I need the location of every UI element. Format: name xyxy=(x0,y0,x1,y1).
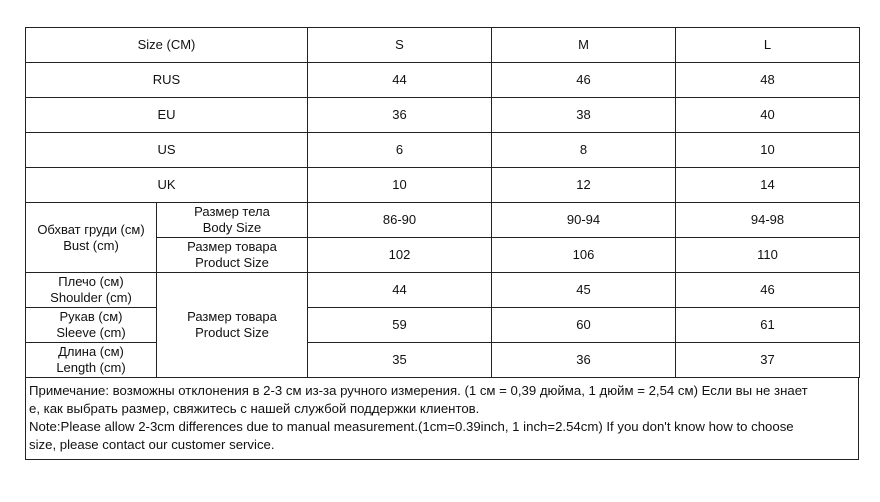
table-row-shoulder xyxy=(26,273,860,308)
cell-sleeve-m: 60 xyxy=(492,308,676,343)
shoulder-label-en: Shoulder (cm) xyxy=(50,290,132,305)
table-row-sleeve xyxy=(26,308,860,343)
shoulder-label-ru: Плечо (см) xyxy=(58,274,124,289)
row-label-eu: EU xyxy=(26,98,308,133)
cell-eu-m: 38 xyxy=(492,98,676,133)
note-ru-line-1: Примечание: возможны отклонения в 2-3 см из-за ручного измерения. (1 см = 0,39 дюйма, 1 дюйм = 2,54 см) Если вы не знает xyxy=(29,383,808,398)
size-note xyxy=(25,378,859,460)
row-label-rus: RUS xyxy=(26,63,308,98)
cell-rus-s: 44 xyxy=(308,63,492,98)
header-size-label: Size (CM) xyxy=(26,28,308,63)
row-label-shoulder xyxy=(26,273,157,308)
table-row-bust-body xyxy=(26,203,860,238)
product-size-group-ru: Размер товара xyxy=(187,309,277,324)
table-row-eu xyxy=(26,98,860,133)
cell-eu-s: 36 xyxy=(308,98,492,133)
bust-label-ru: Обхват груди (см) xyxy=(37,221,145,237)
bust-label-en: Bust (cm) xyxy=(63,237,119,253)
sub-label-body-size xyxy=(157,203,308,238)
row-label-sleeve xyxy=(26,308,157,343)
table-row-length xyxy=(26,343,860,378)
cell-uk-m: 12 xyxy=(492,168,676,203)
cell-bust-product-m: 106 xyxy=(492,238,676,273)
row-label-us: US xyxy=(26,133,308,168)
cell-length-l: 37 xyxy=(676,343,860,378)
header-size-s: S xyxy=(308,28,492,63)
product-size-group-en: Product Size xyxy=(195,325,269,340)
cell-rus-l: 48 xyxy=(676,63,860,98)
cell-shoulder-l: 46 xyxy=(676,273,860,308)
product-size-en: Product Size xyxy=(195,255,269,270)
cell-us-l: 10 xyxy=(676,133,860,168)
cell-bust-product-l: 110 xyxy=(676,238,860,273)
sub-label-product-size xyxy=(157,238,308,273)
cell-rus-m: 46 xyxy=(492,63,676,98)
length-label-en: Length (cm) xyxy=(56,360,126,375)
size-table xyxy=(25,27,860,378)
cell-eu-l: 40 xyxy=(676,98,860,133)
cell-bust-product-s: 102 xyxy=(308,238,492,273)
cell-bust-body-s: 86-90 xyxy=(308,203,492,238)
cell-bust-body-m: 90-94 xyxy=(492,203,676,238)
sleeve-label-en: Sleeve (cm) xyxy=(56,325,126,340)
row-label-length xyxy=(26,343,157,378)
cell-us-m: 8 xyxy=(492,133,676,168)
length-label-ru: Длина (см) xyxy=(58,344,124,359)
sleeve-label-ru: Рукав (см) xyxy=(59,309,123,324)
cell-bust-body-l: 94-98 xyxy=(676,203,860,238)
table-header-row xyxy=(26,28,860,63)
note-en-line-1: Note:Please allow 2-3cm differences due to manual measurement.(1cm=0.39inch, 1 inch=2.54cm) If you don't know how to choose xyxy=(29,419,794,434)
cell-length-s: 35 xyxy=(308,343,492,378)
header-size-l: L xyxy=(676,28,860,63)
body-size-ru: Размер тела xyxy=(194,204,270,219)
row-label-uk: UK xyxy=(26,168,308,203)
note-ru-line-2: е, как выбрать размер, свяжитесь с нашей службой поддержки клиентов. xyxy=(29,401,480,416)
table-row-rus xyxy=(26,63,860,98)
sub-label-product-size-group xyxy=(157,273,308,378)
size-chart xyxy=(25,27,859,460)
note-en-line-2: size, please contact our customer service. xyxy=(29,437,275,452)
table-row-us xyxy=(26,133,860,168)
row-label-bust xyxy=(26,203,157,273)
cell-sleeve-l: 61 xyxy=(676,308,860,343)
table-row-uk xyxy=(26,168,860,203)
cell-us-s: 6 xyxy=(308,133,492,168)
header-size-m: M xyxy=(492,28,676,63)
cell-uk-s: 10 xyxy=(308,168,492,203)
cell-sleeve-s: 59 xyxy=(308,308,492,343)
cell-uk-l: 14 xyxy=(676,168,860,203)
cell-shoulder-m: 45 xyxy=(492,273,676,308)
product-size-ru: Размер товара xyxy=(187,239,277,254)
cell-length-m: 36 xyxy=(492,343,676,378)
body-size-en: Body Size xyxy=(202,220,262,235)
cell-shoulder-s: 44 xyxy=(308,273,492,308)
